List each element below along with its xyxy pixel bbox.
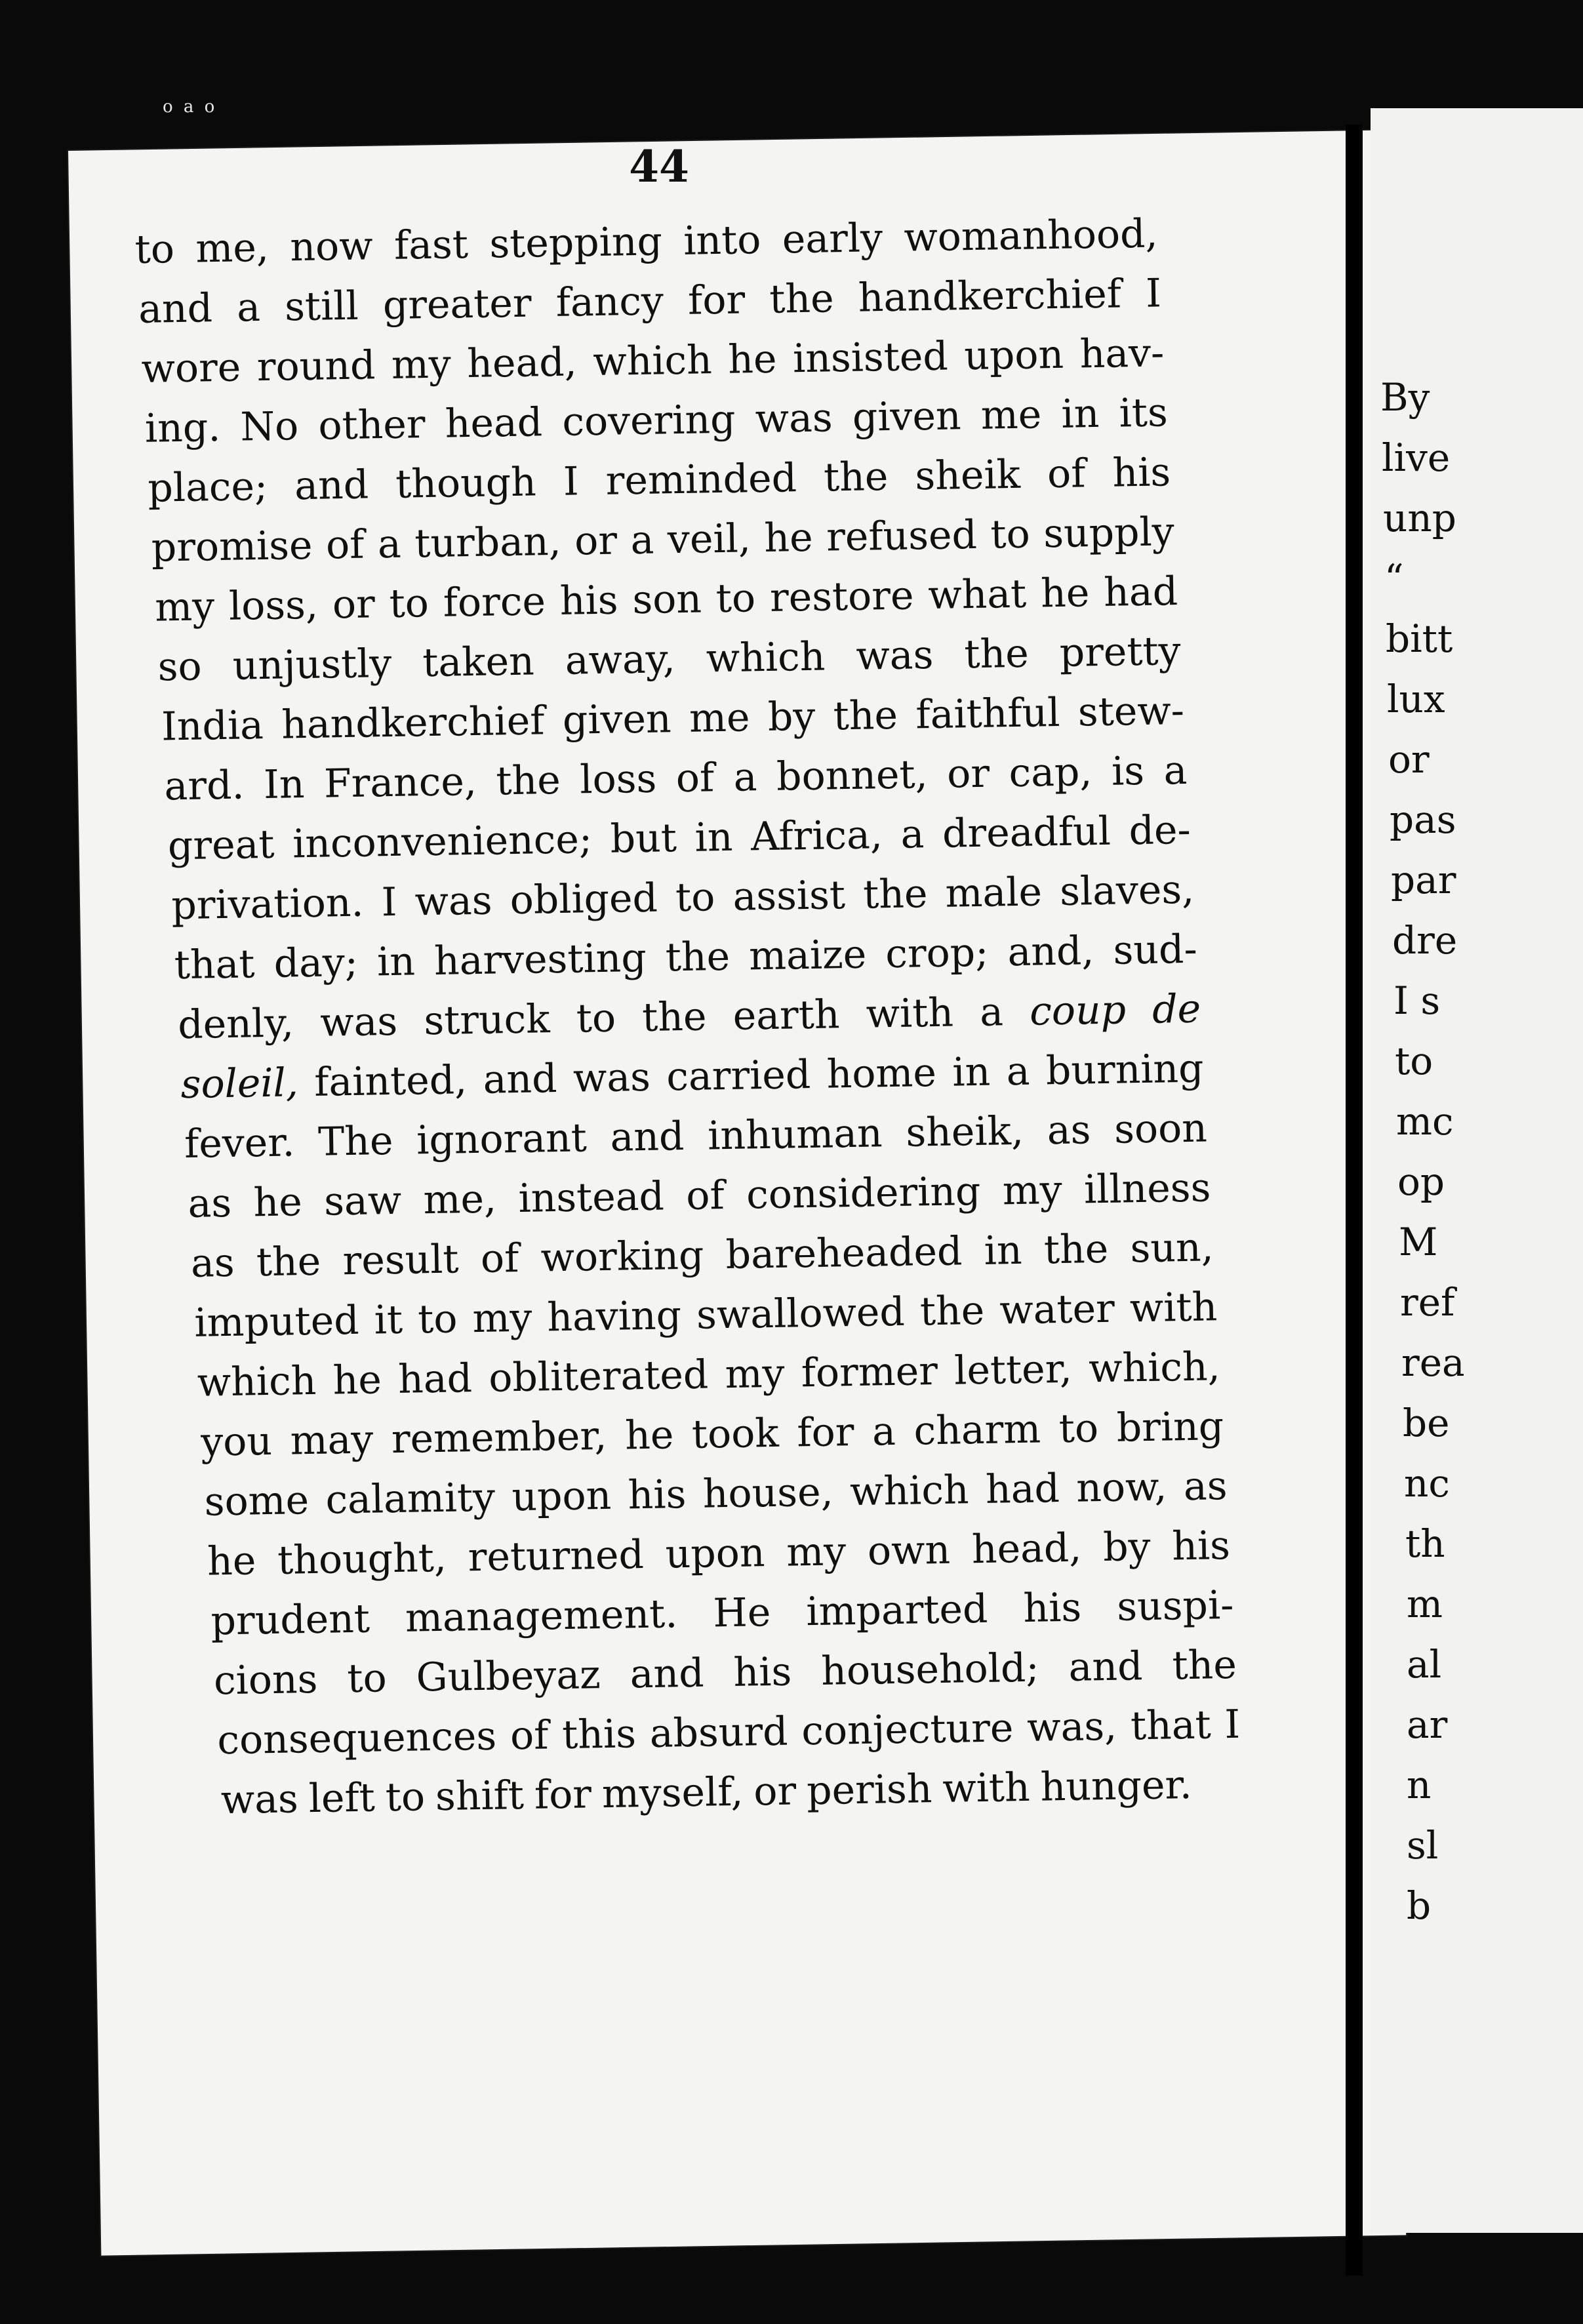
facing-page-fragment: I s [1393, 978, 1441, 1023]
word: having [546, 1292, 682, 1341]
word: my [725, 1350, 785, 1398]
word: the [862, 871, 928, 918]
word: me [980, 391, 1042, 439]
word: the [1171, 1641, 1237, 1689]
word: to [1058, 1405, 1099, 1452]
word: he [207, 1538, 256, 1585]
word: to [134, 226, 175, 273]
word: and [630, 1650, 705, 1698]
word: or [753, 1768, 797, 1815]
word: stepping [489, 218, 663, 268]
word: which [197, 1357, 317, 1406]
word: for [687, 277, 746, 324]
word: maize [748, 931, 867, 980]
facing-page-text [1380, 367, 1583, 1936]
word: suspi- [1116, 1582, 1234, 1630]
word: the [256, 1238, 321, 1286]
word: bonnet, [776, 751, 929, 800]
word: as [1183, 1463, 1228, 1510]
word: a [1006, 1048, 1030, 1095]
word: and [294, 462, 369, 510]
word: dreadful [942, 808, 1112, 857]
facing-page-fragment: th [1405, 1521, 1445, 1566]
word: as [188, 1180, 232, 1227]
word: prudent [210, 1595, 371, 1645]
word: earth [732, 992, 840, 1039]
word: head, [971, 1525, 1082, 1573]
word: to [675, 874, 715, 921]
word: covering [561, 396, 736, 445]
word: imputed [193, 1297, 360, 1346]
word: obliged [510, 875, 658, 924]
word: saw [323, 1177, 402, 1225]
word: water [999, 1285, 1115, 1334]
word: de [1152, 986, 1201, 1033]
word: which, [1088, 1344, 1221, 1392]
word: or [332, 581, 376, 628]
word: handkerchief [281, 698, 545, 748]
facing-page-fragment: op [1397, 1159, 1445, 1204]
word: supply [1043, 509, 1175, 557]
word: loss, [228, 582, 319, 630]
word: sud- [1113, 926, 1198, 974]
word: and [483, 1056, 558, 1103]
word: force [443, 578, 546, 626]
word: his [628, 1472, 687, 1519]
word: ard. [164, 762, 245, 810]
word: fancy [555, 278, 664, 326]
word: home [826, 1049, 937, 1098]
word: which [706, 633, 826, 682]
word: into [683, 217, 761, 264]
word: struck [423, 996, 551, 1045]
word: fast [393, 222, 469, 269]
facing-page-fragment: par [1391, 858, 1456, 902]
word: my [154, 584, 215, 631]
word: household; [820, 1645, 1040, 1694]
word: absurd [649, 1708, 789, 1757]
word: was, [1026, 1703, 1117, 1751]
word: the [1043, 1226, 1109, 1273]
facing-page-fragment: “ [1384, 556, 1404, 601]
word: turban, [414, 518, 562, 567]
word: me, [195, 224, 270, 272]
facing-page-fragment: bitt [1386, 616, 1453, 661]
word: had [397, 1355, 473, 1403]
word: with [942, 1764, 1031, 1812]
word: carried [666, 1051, 811, 1100]
word: still [284, 283, 359, 331]
word: cions [213, 1656, 318, 1704]
word: denly, [177, 1000, 294, 1049]
facing-page-fragment: unp [1383, 496, 1456, 540]
word: a [630, 517, 654, 564]
word: taken [422, 638, 535, 687]
word: No [240, 403, 299, 451]
word: my [1002, 1167, 1063, 1214]
word: stew- [1077, 687, 1185, 736]
word: fever. [184, 1119, 295, 1167]
word: he [763, 514, 814, 561]
word: in [1060, 390, 1100, 437]
word: letter, [953, 1346, 1073, 1394]
word: Africa, [750, 812, 883, 860]
facing-page-fragment: nc [1404, 1461, 1450, 1506]
word: obliterated [488, 1352, 709, 1401]
word: me [689, 694, 750, 742]
word: may [290, 1416, 374, 1464]
word: of [685, 1172, 725, 1219]
word: to [385, 1774, 426, 1821]
word: bareheaded [725, 1228, 963, 1279]
word: in [376, 938, 416, 986]
word: his [1171, 1523, 1231, 1570]
word: its [1119, 390, 1169, 437]
word: that [174, 941, 256, 989]
word: and [1068, 1643, 1143, 1691]
word: left [308, 1774, 376, 1822]
word: I [1224, 1701, 1241, 1748]
word: handkerchief [858, 271, 1122, 321]
word: promise [151, 522, 313, 571]
word: loss [579, 755, 657, 803]
word: now [289, 223, 374, 271]
word: shift [435, 1772, 525, 1820]
word: ignorant [416, 1115, 588, 1164]
word: the [919, 1287, 985, 1335]
word: in [984, 1227, 1023, 1274]
word: his [733, 1649, 792, 1696]
word: imparted [805, 1586, 988, 1635]
word: of [510, 1712, 549, 1759]
word: insisted [792, 333, 949, 382]
facing-page-fragment: ref [1400, 1280, 1455, 1325]
word: considering [746, 1168, 981, 1218]
word: for [796, 1409, 854, 1456]
word: was [414, 877, 493, 925]
word: In [263, 761, 305, 809]
word: he [727, 336, 778, 383]
word: I [1145, 270, 1162, 317]
word: to [346, 1655, 388, 1702]
word: Gulbeyaz [416, 1652, 601, 1701]
scan-specks: o a o [163, 97, 218, 117]
word: faithful [915, 689, 1060, 738]
word: was [755, 395, 833, 443]
word: pretty [1059, 628, 1182, 676]
word: upon [665, 1530, 766, 1578]
facing-page-fragment: b [1407, 1883, 1432, 1928]
word: away, [565, 636, 676, 684]
word: instead [517, 1173, 665, 1222]
word: refused [826, 511, 978, 561]
word: hav- [1079, 330, 1165, 378]
word: in [952, 1049, 991, 1096]
word: but [610, 815, 677, 862]
word: some [204, 1477, 310, 1525]
word: inhuman [707, 1110, 883, 1159]
word: was [220, 1776, 299, 1824]
word: I [381, 879, 397, 926]
word: what [927, 571, 1027, 619]
word: upon [511, 1472, 612, 1521]
word: soon [1113, 1105, 1208, 1153]
word: to [990, 511, 1031, 558]
word: the [495, 757, 561, 805]
word: head, [466, 339, 578, 388]
facing-page-fragment: live [1382, 435, 1451, 480]
word: of [480, 1235, 519, 1282]
word: as [1047, 1107, 1091, 1154]
facing-page-fragment: mc [1396, 1099, 1454, 1144]
word: reminded [605, 455, 797, 504]
word: or [946, 750, 990, 797]
word: assist [732, 872, 846, 920]
word: the [833, 692, 898, 740]
word: perish [806, 1766, 932, 1814]
word: and [138, 285, 213, 332]
word: was [572, 1054, 651, 1102]
word: to [389, 580, 430, 627]
word: own [867, 1527, 951, 1574]
word: my [471, 1294, 532, 1342]
word: privation. [170, 879, 365, 929]
word: male [945, 869, 1043, 917]
word: upon [963, 331, 1064, 380]
word: a [900, 811, 925, 858]
word: with [866, 990, 954, 1037]
word: a [979, 989, 1004, 1035]
word: illness [1083, 1165, 1211, 1213]
book-gutter [1346, 125, 1363, 2275]
word: is [1111, 748, 1145, 795]
facing-page-fragment: rea [1401, 1340, 1465, 1385]
word: he [624, 1412, 674, 1459]
word: soleil, [180, 1060, 299, 1108]
word: you [200, 1418, 273, 1466]
body-text [134, 204, 1241, 1831]
word: crop; [885, 929, 989, 978]
facing-page-fragment: ar [1407, 1702, 1448, 1747]
word: burning [1045, 1045, 1205, 1094]
word: swallowed [696, 1289, 906, 1338]
word: wore [141, 344, 241, 392]
facing-page-fragment: be [1403, 1401, 1450, 1445]
word: in [694, 814, 733, 861]
word: my [786, 1529, 847, 1576]
word: my [391, 341, 452, 388]
word: his [1022, 1584, 1082, 1632]
word: ing. [144, 404, 221, 452]
word: his [1112, 449, 1171, 496]
word: The [317, 1117, 393, 1165]
word: which [592, 337, 713, 386]
facing-page-fragment: n [1407, 1763, 1432, 1807]
word: was [855, 631, 934, 679]
word: was [319, 998, 398, 1046]
word: with [1129, 1284, 1218, 1332]
word: that [1130, 1702, 1212, 1750]
word: for [534, 1771, 592, 1818]
word: a [1163, 747, 1188, 794]
word: calamity [325, 1474, 496, 1523]
word: as [190, 1239, 235, 1287]
word: remember, [391, 1412, 607, 1463]
word: great [167, 821, 275, 870]
word: or [574, 517, 618, 565]
word: he [1040, 570, 1090, 617]
facing-page-fragment: m [1407, 1582, 1443, 1626]
facing-page-fragment: dre [1392, 918, 1458, 963]
word: charm [913, 1406, 1041, 1454]
word: he [253, 1179, 303, 1226]
word: this [561, 1711, 637, 1759]
word: myself, [601, 1769, 744, 1818]
word: the [823, 453, 889, 501]
word: sheik [914, 451, 1021, 500]
facing-page-fragment: al [1407, 1642, 1442, 1687]
word: result [342, 1236, 460, 1285]
word: he [332, 1357, 382, 1404]
word: womanhood, [903, 210, 1159, 261]
word: France, [323, 758, 477, 807]
word: bring [1116, 1403, 1224, 1451]
word: conjecture [801, 1705, 1014, 1755]
word: now, [1075, 1464, 1167, 1512]
facing-page-fragment: pas [1390, 797, 1456, 842]
facing-page-fragment: lux [1387, 677, 1445, 721]
word: which [849, 1467, 970, 1515]
word: to [417, 1296, 458, 1343]
word: round [256, 342, 376, 391]
word: harvesting [433, 934, 647, 984]
word: sun, [1130, 1224, 1214, 1272]
word: and [610, 1113, 685, 1161]
word: me, [423, 1176, 497, 1224]
word: by [767, 693, 816, 740]
facing-page-fragment: sl [1407, 1823, 1439, 1868]
word: India [161, 702, 264, 750]
word: though [395, 459, 537, 508]
word: inconvenience; [292, 816, 593, 868]
word: place; [147, 463, 268, 511]
word: veil, [667, 515, 751, 563]
word: so [157, 643, 203, 691]
facing-page-fragment: or [1388, 737, 1430, 782]
word: returned [468, 1532, 645, 1581]
word: had [985, 1466, 1060, 1513]
word: to [576, 995, 616, 1042]
facing-page-fragment: M [1399, 1220, 1438, 1264]
word: house, [702, 1469, 834, 1517]
word: restore [769, 572, 914, 621]
word: unjustly [232, 640, 392, 689]
word: given [852, 393, 962, 441]
facing-page-fragment: to [1395, 1039, 1433, 1083]
word: former [801, 1348, 938, 1397]
word: his [559, 577, 618, 624]
word: He [712, 1590, 771, 1637]
word: a [872, 1408, 896, 1455]
word: slaves, [1059, 866, 1195, 915]
word: by [1102, 1523, 1151, 1571]
page-number: 44 [629, 141, 689, 192]
word: son [631, 576, 702, 624]
word: other [317, 401, 426, 449]
word: given [562, 696, 672, 744]
word: I [563, 458, 580, 505]
word: of [1047, 451, 1086, 498]
word: sheik, [905, 1108, 1024, 1156]
word: day; [273, 939, 359, 987]
word: working [540, 1232, 704, 1281]
word: fainted, [313, 1057, 468, 1106]
word: management. [405, 1591, 678, 1641]
word: a [377, 521, 402, 568]
word: and, [1007, 928, 1094, 976]
word: cap, [1009, 749, 1092, 797]
word: the [769, 275, 835, 323]
word: de- [1129, 807, 1192, 854]
word: the [963, 630, 1030, 678]
word: hunger. [1040, 1761, 1193, 1811]
word: thought, [277, 1534, 447, 1584]
word: of [325, 521, 365, 569]
word: the [641, 993, 708, 1041]
word: had [1103, 569, 1178, 616]
word: consequences [216, 1713, 497, 1764]
word: greater [382, 280, 532, 329]
word: head [445, 399, 543, 447]
word: the [665, 933, 731, 981]
word: it [374, 1296, 403, 1344]
word: of [675, 755, 715, 802]
word: a [733, 754, 758, 801]
word: to [715, 575, 756, 622]
word: coup [1029, 987, 1127, 1035]
word: early [782, 215, 883, 263]
facing-page-fragment: By [1380, 375, 1430, 420]
word: a [236, 285, 261, 331]
word: took [691, 1410, 780, 1458]
